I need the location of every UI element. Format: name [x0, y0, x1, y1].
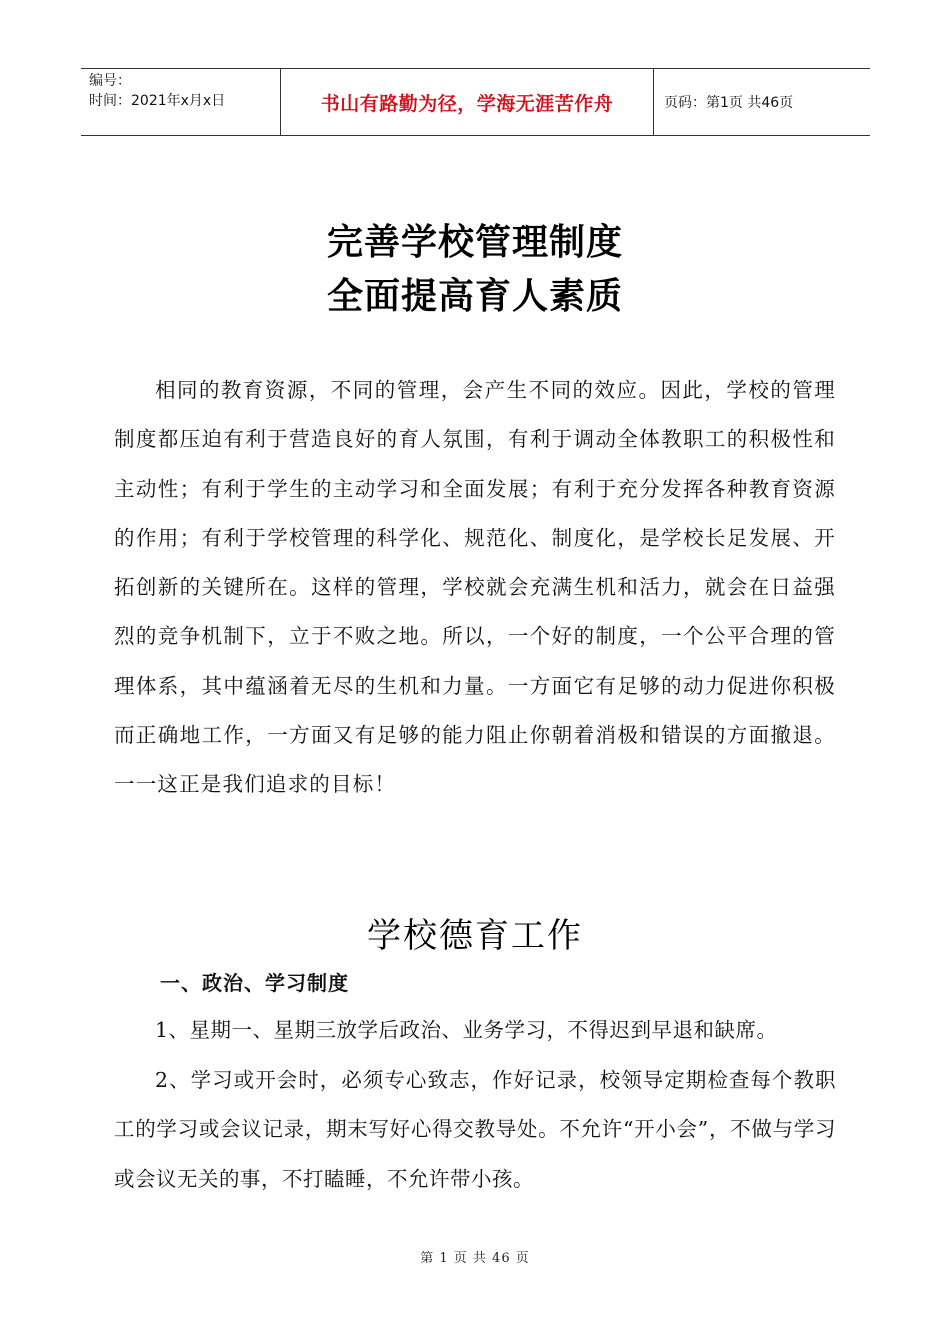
rule-item-2: 2、学习或开会时，必须专心致志，作好记录，校领导定期检查每个教职工的学习或会议记录，期末写好心得交教导处。不允许“开小会”，不做与学习或会议无关的事，不打瞌睡，不允许带小孩。: [114, 1068, 836, 1191]
header-page-cell: [654, 69, 870, 135]
document-title-line-1: 完善学校管理制度: [326, 222, 623, 263]
rule-item-1: 1、星期一、星期三放学后政治、业务学习，不得迟到早退和缺席。: [155, 1018, 778, 1042]
section-subheading: 一、政治、学习制度: [160, 971, 349, 995]
header-motto-cell: [281, 69, 654, 135]
section-title: 学校德育工作: [367, 916, 583, 956]
document-title-line-2: 全面提高育人素质: [326, 276, 623, 317]
header-page-info: 页码：第1页 共46页: [664, 95, 794, 111]
header-motto: 书山有路勤为径，学海无涯苦作舟: [320, 92, 614, 115]
header-table: [81, 68, 870, 136]
header-meta-cell: [81, 69, 281, 135]
intro-paragraph: 相同的教育资源，不同的管理，会产生不同的效应。因此，学校的管理制度都压迫有利于营造良好的育人氛围，有利于调动全体教职工的积极性和主动性；有利于学生的主动学习和全面发展；有利于充分发挥各种教育资源的作用；有利于学校管理的科学化、规范化、制度化，是学校长足发展、开拓创新的关键所在。这样的管理，学校就会充满生机和活力，就会在日益强烈的竞争机制下，立于不败之地。所以，一个好的制度，一个公平合理的管理体系，其中蕴涵着无尽的生机和力量。一方面它有足够的动力促进你积极而正确地工作，一方面又有足够的能力阻止你朝着消极和错误的方面撤退。一一这正是我们追求的目标！: [114, 378, 836, 797]
page-footer: 第 1 页 共 46 页: [420, 1251, 530, 1266]
document-time-label: 时间：2021年x月x日: [89, 93, 226, 109]
document-number-label: 编号：: [89, 73, 131, 89]
